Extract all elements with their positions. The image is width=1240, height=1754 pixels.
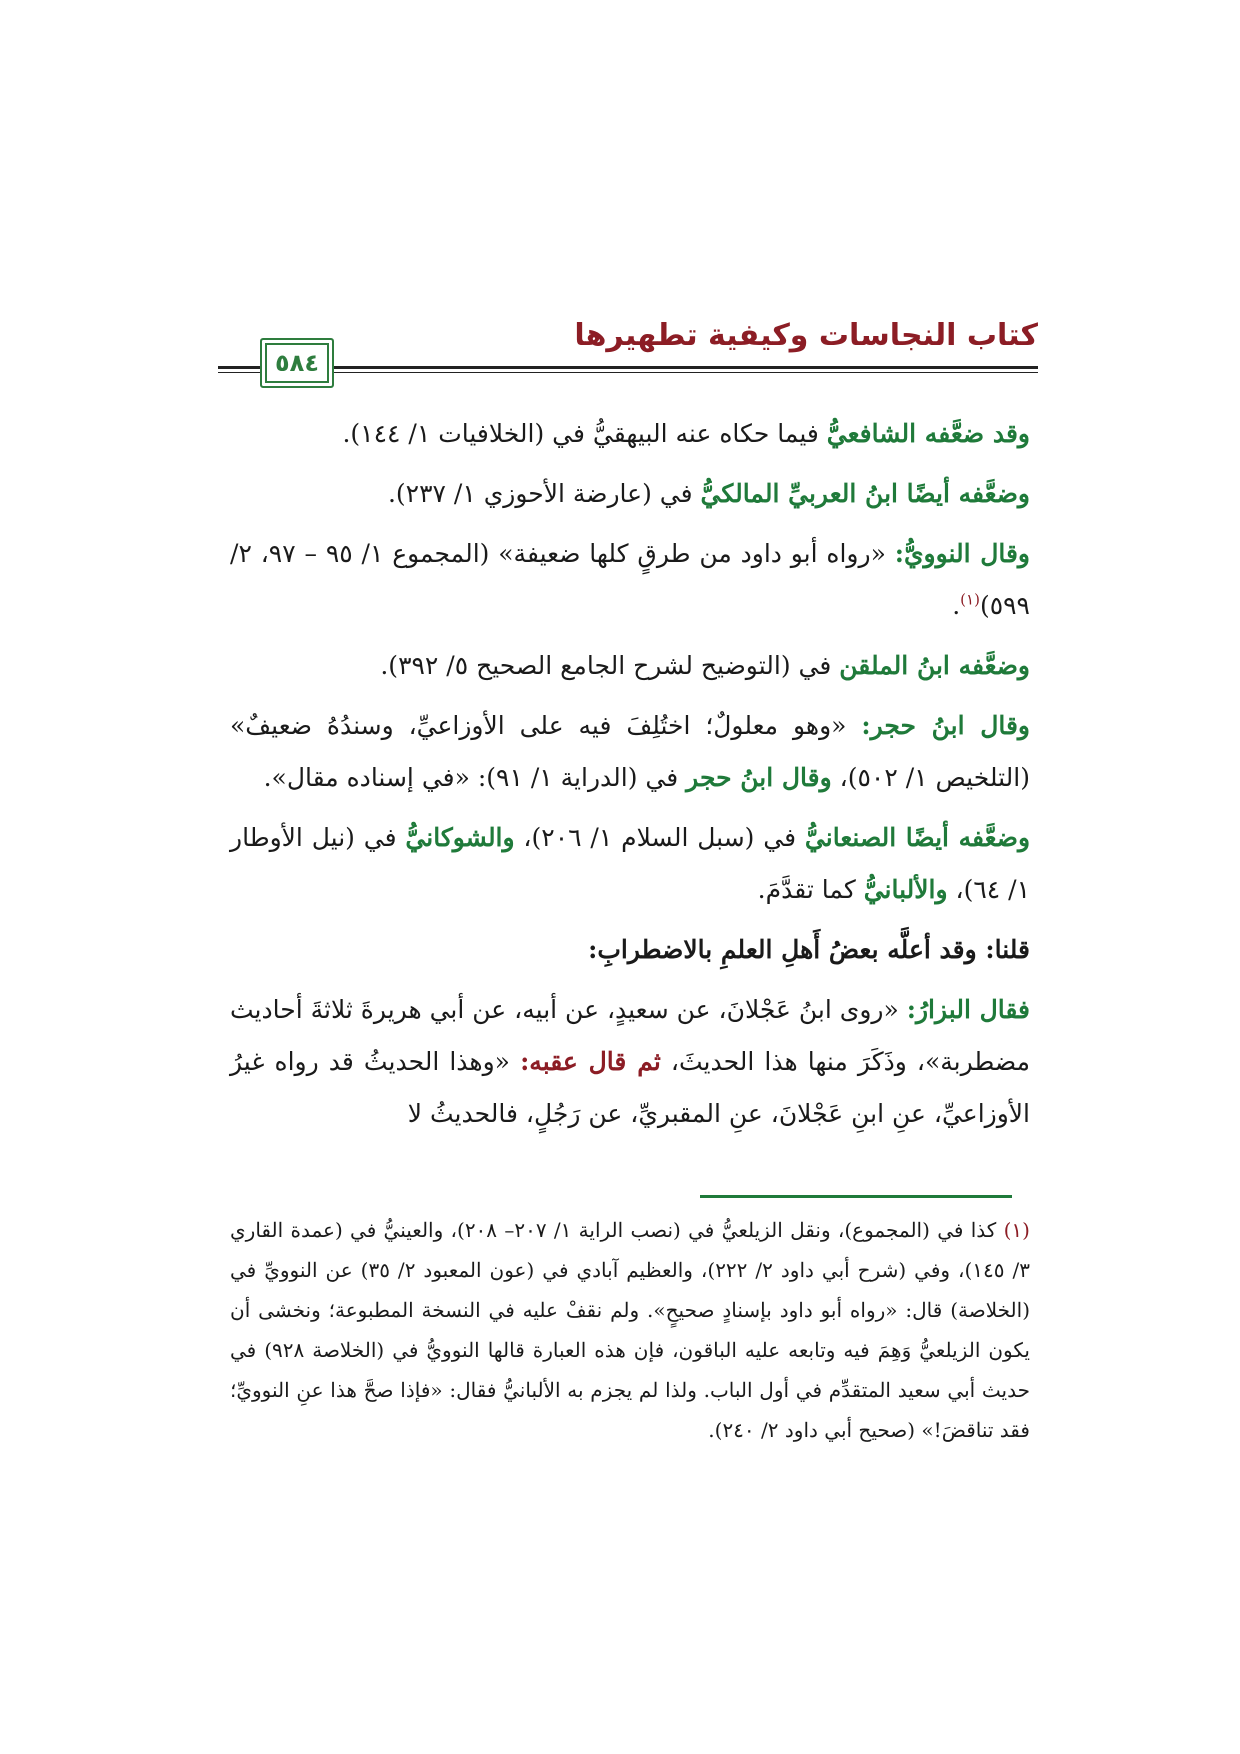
page-header	[218, 318, 1038, 388]
scholar-name: وضعَّفه أيضًا الصنعانيُّ	[804, 823, 1031, 852]
paragraph-text: في (نيل الأوطار ١/ ٦٤)،	[230, 823, 1030, 904]
paragraph-text: .	[952, 591, 961, 620]
paragraph	[230, 468, 1030, 520]
paragraph	[230, 700, 1030, 804]
scholar-name: فقال البزارُ:	[906, 995, 1030, 1024]
paragraph-text: «وهذا الحديثُ قد رواه غيرُ الأوزاعيِّ، عنِ ابنِ عَجْلانَ، عنِ المقبريِّ، عن رَجُلٍ، فالحديثُ لا	[230, 1047, 1030, 1128]
paragraph	[230, 408, 1030, 460]
paragraph-text: في (التوضيح لشرح الجامع الصحيح ٥/ ٣٩٢).	[380, 651, 840, 680]
paragraph-text: في (عارضة الأحوزي ١/ ٢٣٧).	[387, 479, 701, 508]
page-number-badge	[260, 338, 334, 388]
page-number: ٥٨٤	[275, 349, 319, 377]
paragraph-text: في (الدراية ١/ ٩١): «في إسناده مقال».	[263, 763, 687, 792]
scholar-name: والشوكانيُّ	[405, 823, 515, 852]
heading-text: قلنا: وقد أعلَّه بعضُ أَهلِ العلمِ بالاضطرابِ:	[588, 935, 1030, 964]
paragraph	[230, 984, 1030, 1140]
scholar-name: وقد ضعَّفه الشافعيُّ	[826, 419, 1030, 448]
paragraph	[230, 812, 1030, 916]
main-text	[230, 408, 1030, 1140]
paragraph-text: كما تقدَّمَ.	[757, 875, 864, 904]
paragraph	[230, 528, 1030, 632]
book-title: كتاب النجاسات وكيفية تطهيرها	[574, 318, 1038, 353]
scholar-name: وقال النوويُّ:	[894, 539, 1031, 568]
footnote-text: كذا في (المجموع)، ونقل الزيلعيُّ في (نصب الراية ١/ ٢٠٧– ٢٠٨)، والعينيُّ في (عمدة القاري ٣/ ١٤٥)، وفي (شرح أبي داود ٢/ ٢٢٢)، والعظيم آبادي في (عون المعبود ٢/ ٣٥) عن النوويِّ في (الخلاصة) قال: «رواه أبو داود بإسنادٍ صحيحٍ». ولم نقفْ عليه في النسخة المطبوعة؛ ونخشى أن يكون الزيلعيُّ وَهِمَ فيه وتابعه عليه الباقون، فإن هذه العبارة قالها النوويُّ في (الخلاصة ٩٢٨) في حديث أبي سعيد المتقدِّم في أول الباب. ولذا لم يجزم به الألبانيُّ فقال: «فإذا صحَّ هذا عنِ النوويِّ؛ فقد تناقضَ!» (صحيح أبي داود ٢/ ٢٤٠).	[230, 1218, 1031, 1442]
footnote-number: (١)	[1003, 1218, 1030, 1242]
header-rule	[218, 366, 1038, 373]
section-heading	[230, 924, 1030, 976]
scholar-name: والألبانيُّ	[863, 875, 948, 904]
paragraph-text: «وهو معلولٌ؛ اختُلِفَ فيه على الأوزاعيِّ، وسندُهُ ضعيفٌ» (التلخيص ١/ ٥٠٢)،	[230, 711, 1030, 792]
paragraph-text: فيما حكاه عنه البيهقيُّ في (الخلافيات ١/ ١٤٤).	[342, 419, 827, 448]
paragraph-text: «روى ابنُ عَجْلانَ، عن سعيدٍ، عن أبيه، عن أبي هريرةَ ثلاثةَ أحاديث مضطربة»، وذَكَرَ منها هذا الحديثَ،	[230, 995, 1030, 1076]
scholar-name: وضعَّفه أيضًا ابنُ العربيِّ المالكيُّ	[700, 479, 1030, 508]
paragraph-text: «رواه أبو داود من طرقٍ كلها ضعيفة» (المجموع ١/ ٩٥ – ٩٧، ٢/ ٥٩٩)	[230, 539, 1030, 620]
footnote-separator	[700, 1195, 1012, 1198]
paragraph-text: في (سبل السلام ١/ ٢٠٦)،	[514, 823, 805, 852]
footnote-reference[interactable]: (١)	[960, 590, 980, 609]
scholar-name: وقال ابنُ حجر	[686, 763, 832, 792]
scholar-name: وقال ابنُ حجر:	[861, 711, 1031, 740]
emphasis-text: ثم قال عقبه:	[520, 1047, 661, 1076]
footnote	[230, 1210, 1030, 1450]
paragraph	[230, 640, 1030, 692]
scholar-name: وضعَّفه ابنُ الملقن	[839, 651, 1030, 680]
